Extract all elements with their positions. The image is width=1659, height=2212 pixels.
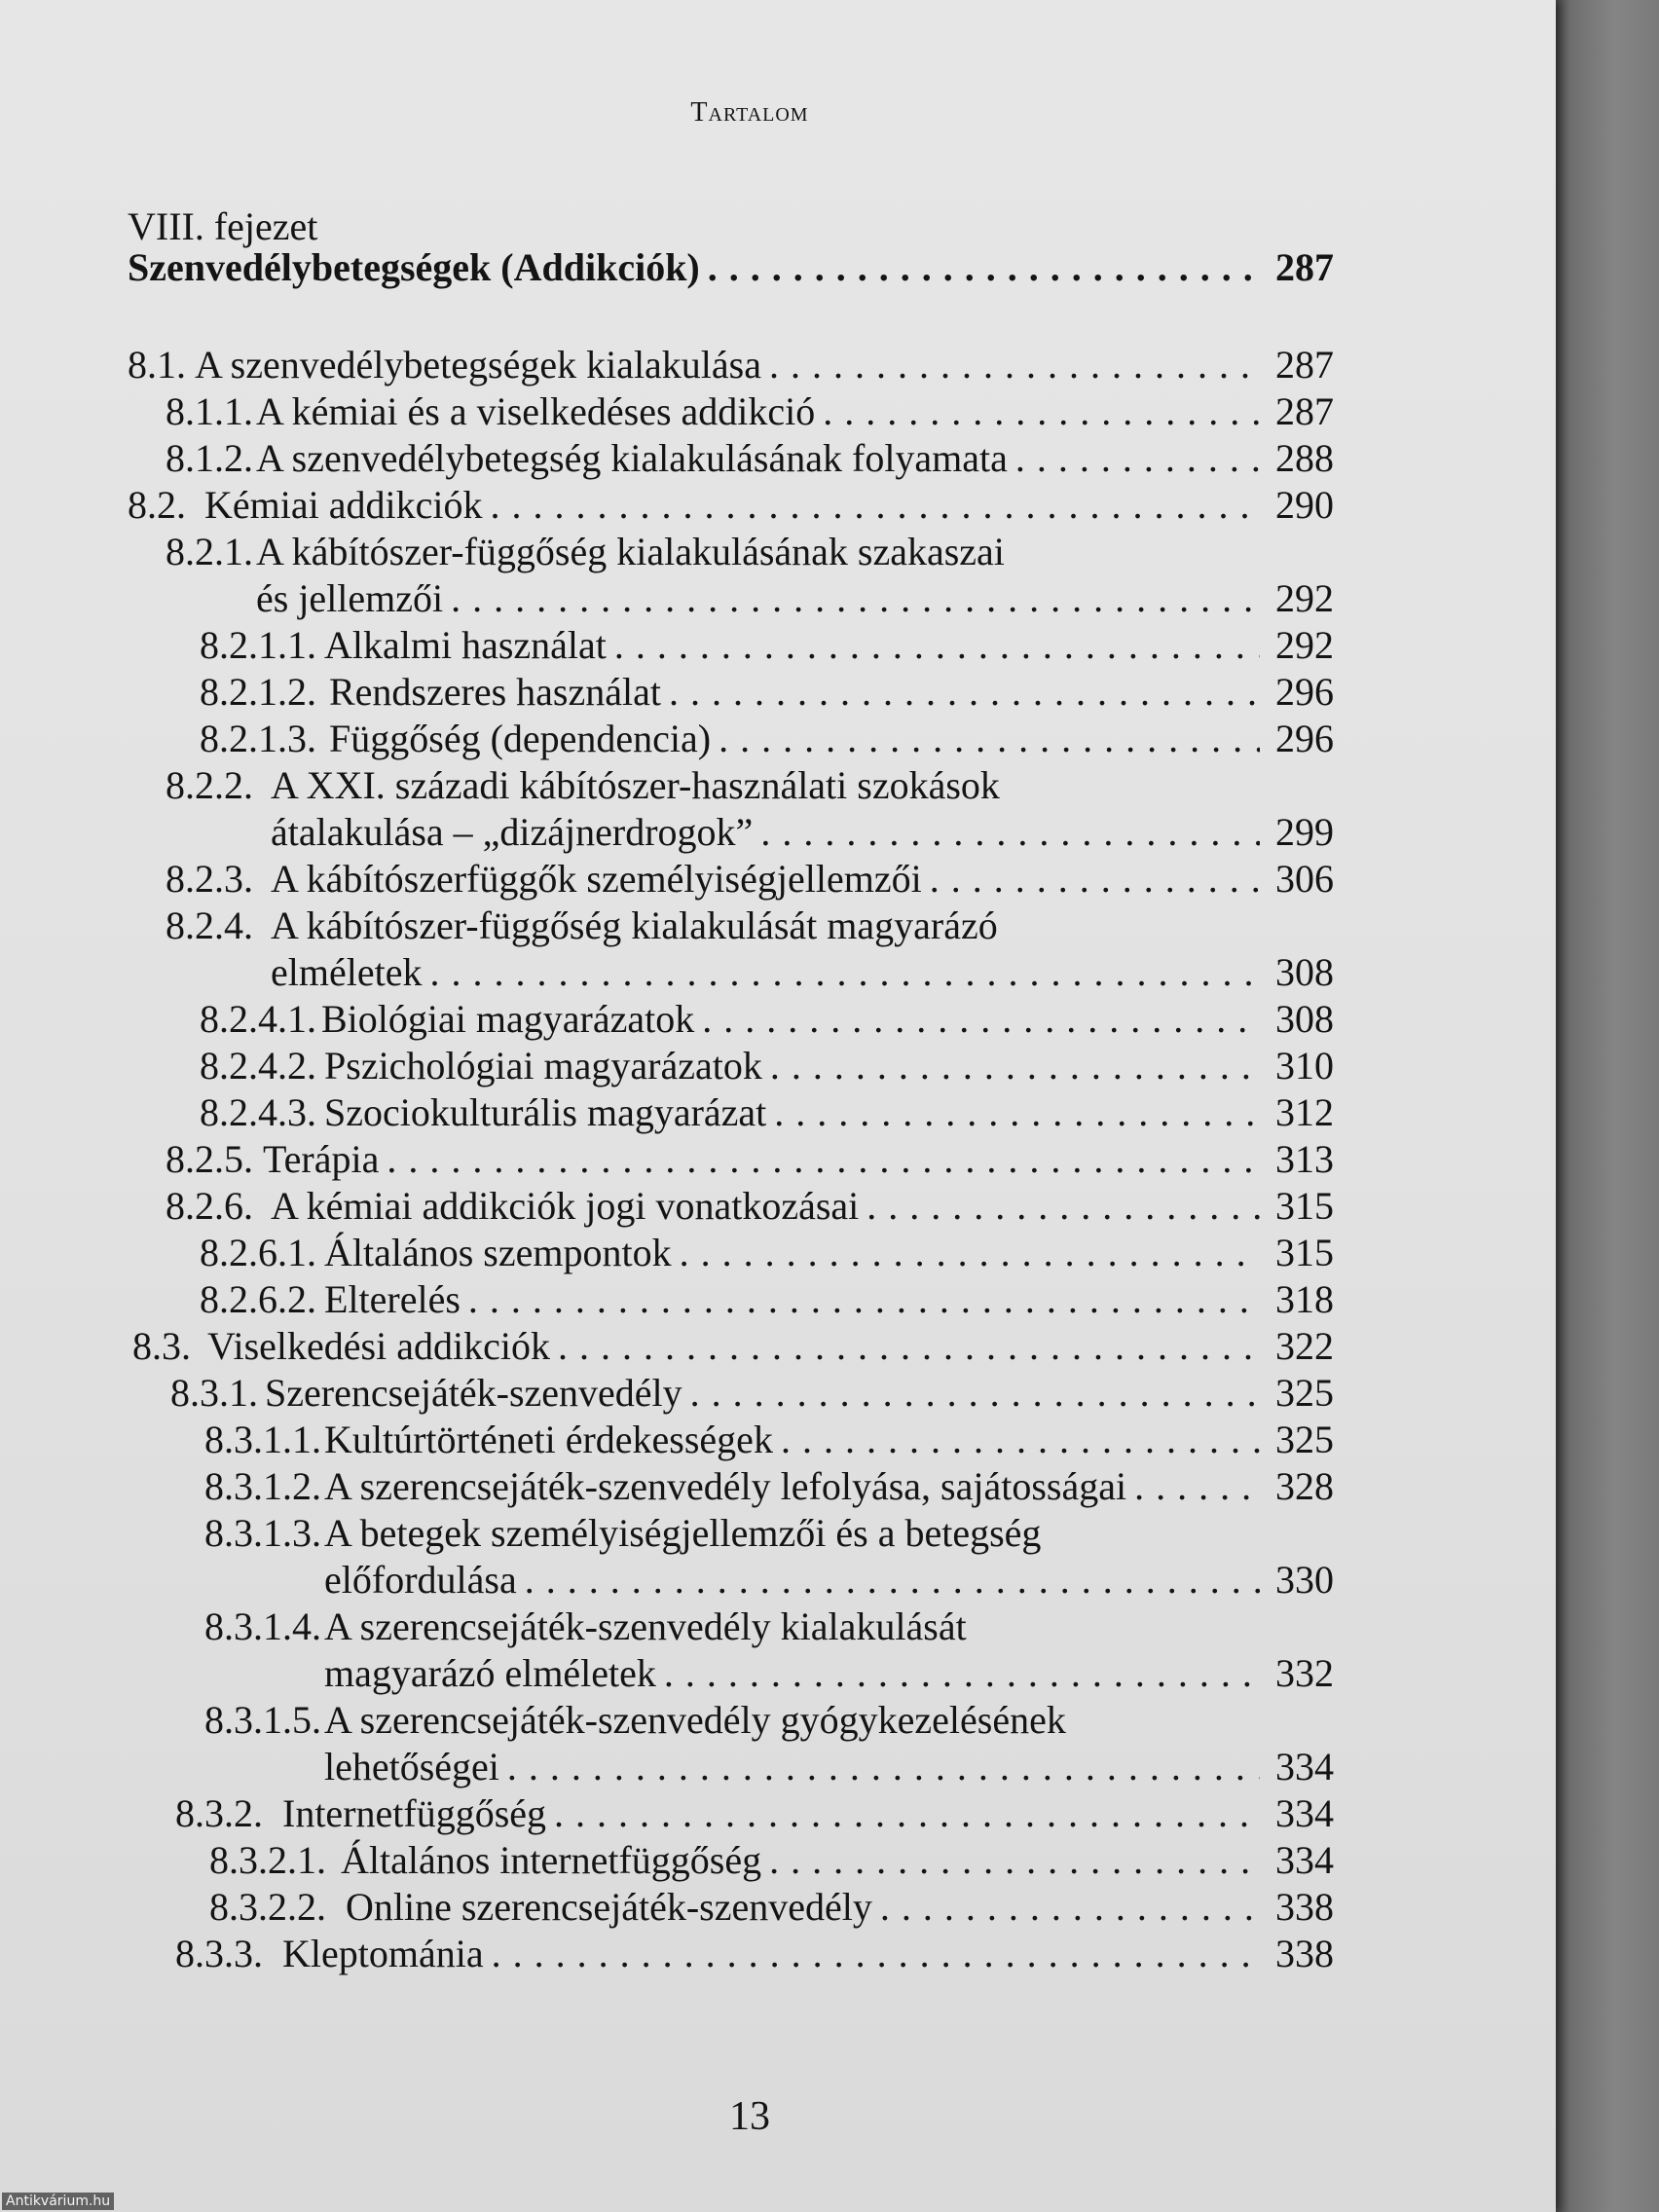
toc-entry-number: 8.2.6. xyxy=(166,1184,253,1228)
toc-entry-page-number: 313 xyxy=(1275,1137,1334,1181)
toc-entry-title: Terápia xyxy=(263,1137,380,1181)
toc-entry-title: Biológiai magyarázatok xyxy=(321,997,695,1041)
dot-leader xyxy=(614,623,1260,668)
dot-leader xyxy=(525,1558,1260,1603)
toc-entry-number: 8.1.2. xyxy=(166,436,253,480)
toc-entry-title: Viselkedési addikciók xyxy=(207,1324,550,1368)
toc-entry-number: 8.1.1. xyxy=(166,389,253,433)
toc-entry-title: Online szerencsejáték-szenvedély xyxy=(346,1885,872,1929)
dot-leader xyxy=(1134,1464,1260,1509)
toc-entry-title: Kleptománia xyxy=(282,1932,484,1975)
toc-entry xyxy=(324,1090,1334,1135)
dot-leader xyxy=(702,997,1260,1042)
dot-leader xyxy=(690,1371,1260,1416)
toc-entry-number: 8.3.1.1. xyxy=(204,1418,321,1461)
toc-entry-continuation xyxy=(271,810,1334,855)
toc-entry xyxy=(207,1324,1334,1369)
dot-leader xyxy=(719,717,1260,761)
toc-entry-continuation xyxy=(324,1745,1334,1789)
toc-entry-title: A szerencsejáték-szenvedély lefolyása, sajátosságai xyxy=(324,1464,1127,1508)
toc-entry-title-continuation: előfordulása xyxy=(324,1558,517,1602)
dot-leader xyxy=(769,343,1260,387)
toc-entry-page-number: 308 xyxy=(1275,950,1334,994)
toc-entry-title: Kultúrtörténeti érdekességek xyxy=(324,1418,773,1461)
dot-leader xyxy=(774,1090,1260,1135)
toc-entry-number: 8.2.1. xyxy=(166,530,253,573)
toc-entry-title-continuation: lehetőségei xyxy=(324,1745,499,1788)
toc-entry-number: 8.3.2.2. xyxy=(209,1885,326,1929)
toc-entry-page-number: 325 xyxy=(1275,1418,1334,1461)
toc-entry xyxy=(263,1137,1334,1182)
toc-entry-page-number: 338 xyxy=(1275,1885,1334,1929)
toc-entry-title: Pszichológiai magyarázatok xyxy=(324,1044,762,1088)
toc-entry-title: A kémiai és a viselkedéses addikció xyxy=(256,389,816,433)
toc-entry-title: A szenvedélybetegség kialakulásának folyamata xyxy=(256,436,1008,480)
toc-entry-title: Rendszeres használat xyxy=(329,670,661,714)
toc-entry-title: Általános szempontok xyxy=(324,1231,672,1274)
dot-leader xyxy=(781,1418,1260,1462)
toc-entry xyxy=(204,483,1334,528)
dot-leader xyxy=(669,670,1260,715)
dot-leader xyxy=(664,1651,1260,1696)
running-head: Tartalom xyxy=(690,97,809,128)
toc-entry-title: A kábítószer-függőség kialakulását magyarázó xyxy=(271,903,998,947)
toc-entry-number: 8.2.3. xyxy=(166,857,253,901)
toc-entry-number: 8.2.5. xyxy=(166,1137,253,1181)
toc-entry xyxy=(321,997,1334,1042)
toc-entry xyxy=(324,1418,1334,1462)
dot-leader xyxy=(930,857,1260,902)
toc-entry-title: A betegek személyiségjellemzői és a betegség xyxy=(324,1511,1042,1555)
toc-entry xyxy=(324,623,1334,668)
toc-entry-title: Internetfüggőség xyxy=(282,1791,547,1835)
dot-leader xyxy=(769,1838,1260,1883)
toc-entry-title: Alkalmi használat xyxy=(324,623,607,667)
toc-entry-page-number: 287 xyxy=(1275,389,1334,433)
toc-entry-number: 8.2.4.1. xyxy=(200,997,316,1041)
dot-leader xyxy=(507,1745,1260,1789)
toc-entry-title: A kábítószerfüggők személyiségjellemzői xyxy=(271,857,922,901)
toc-entry-continuation xyxy=(271,950,1334,995)
toc-entry-number: 8.3.1.5. xyxy=(204,1698,321,1742)
toc-entry-page-number: 290 xyxy=(1275,483,1334,527)
toc-entry-number: 8.1. xyxy=(128,343,186,387)
toc-entry-number: 8.2. xyxy=(128,483,186,527)
toc-entry-number: 8.2.6.2. xyxy=(200,1277,316,1321)
toc-entry-title: A szerencsejáték-szenvedély kialakulását xyxy=(324,1604,967,1648)
dot-leader xyxy=(866,1184,1260,1229)
chapter-title: Szenvedélybetegségek (Addikciók) xyxy=(128,245,700,289)
toc-entry xyxy=(265,1371,1334,1416)
dot-leader xyxy=(554,1791,1260,1836)
toc-entry xyxy=(282,1791,1334,1836)
toc-entry-title: A XXI. századi kábítószer-használati szokások xyxy=(271,763,1000,807)
toc-entry-continuation xyxy=(256,576,1334,621)
toc-entry-page-number: 296 xyxy=(1275,670,1334,714)
toc-entry-number: 8.3.3. xyxy=(175,1932,263,1975)
toc-entry xyxy=(271,1184,1334,1229)
dot-leader xyxy=(770,1044,1260,1088)
toc-entry xyxy=(329,670,1334,715)
dot-leader xyxy=(492,1932,1260,1976)
toc-entry-page-number: 292 xyxy=(1275,576,1334,620)
toc-entry-title: Általános internetfüggőség xyxy=(341,1838,762,1882)
toc-entry-title: Kémiai addikciók xyxy=(204,483,483,527)
toc-entry-number: 8.3.1.2. xyxy=(204,1464,321,1508)
toc-entry xyxy=(324,1231,1334,1275)
background-surface xyxy=(1548,0,1659,2212)
toc-entry-title: Elterelés xyxy=(324,1277,461,1321)
dot-leader xyxy=(1015,436,1260,481)
toc-entry-page-number: 287 xyxy=(1275,343,1334,387)
toc-entry-title: A szerencsejáték-szenvedély gyógykezelésének xyxy=(324,1698,1066,1742)
toc-entry xyxy=(324,1044,1334,1088)
dot-leader xyxy=(387,1137,1260,1182)
watermark: Antikvárium.hu xyxy=(2,2193,114,2210)
dot-leader xyxy=(451,576,1260,621)
toc-entry-number: 8.3.2.1. xyxy=(209,1838,326,1882)
toc-entry-page-number: 338 xyxy=(1275,1932,1334,1975)
toc-entry-page-number: 310 xyxy=(1275,1044,1334,1088)
toc-entry-number: 8.2.1.1. xyxy=(200,623,316,667)
toc-entry-page-number: 334 xyxy=(1275,1745,1334,1788)
toc-entry-title: A szenvedélybetegségek kialakulása xyxy=(195,343,761,387)
chapter-page-number: 287 xyxy=(1275,245,1334,289)
toc-entry-title: Szociokulturális magyarázat xyxy=(324,1090,767,1134)
toc-entry-number: 8.2.4.2. xyxy=(200,1044,316,1088)
toc-entry-page-number: 334 xyxy=(1275,1791,1334,1835)
toc-entry xyxy=(324,1277,1334,1322)
dot-leader xyxy=(880,1885,1260,1930)
dot-leader xyxy=(429,950,1260,995)
dot-leader xyxy=(760,810,1260,855)
toc-entry-title: Függőség (dependencia) xyxy=(329,717,712,760)
toc-entry-page-number: 296 xyxy=(1275,717,1334,760)
toc-entry-page-number: 328 xyxy=(1275,1464,1334,1508)
toc-entry xyxy=(341,1838,1334,1883)
toc-entry-number: 8.2.2. xyxy=(166,763,253,807)
toc-entry-page-number: 292 xyxy=(1275,623,1334,667)
dot-leader xyxy=(558,1324,1260,1369)
toc-entry xyxy=(282,1932,1334,1976)
toc-entry-page-number: 312 xyxy=(1275,1090,1334,1134)
toc-entry-page-number: 325 xyxy=(1275,1371,1334,1415)
dot-leader xyxy=(680,1231,1260,1275)
toc-entry-page-number: 306 xyxy=(1275,857,1334,901)
toc-entry-title: A kémiai addikciók jogi vonatkozásai xyxy=(271,1184,860,1228)
toc-entry-number: 8.3.1.3. xyxy=(204,1511,321,1555)
toc-entry-page-number: 308 xyxy=(1275,997,1334,1041)
dot-leader xyxy=(490,483,1260,528)
toc-entry-page-number: 330 xyxy=(1275,1558,1334,1602)
chapter-label: VIII. fejezet xyxy=(128,204,318,248)
toc-entry-continuation xyxy=(324,1558,1334,1603)
toc-entry-title-continuation: és jellemzői xyxy=(256,576,444,620)
toc-entry-title-continuation: magyarázó elméletek xyxy=(324,1651,656,1695)
toc-entry-page-number: 288 xyxy=(1275,436,1334,480)
toc-entry-continuation xyxy=(324,1651,1334,1696)
toc-entry-page-number: 299 xyxy=(1275,810,1334,854)
toc-entry-number: 8.2.6.1. xyxy=(200,1231,316,1274)
toc-entry-number: 8.3.2. xyxy=(175,1791,263,1835)
dot-leader xyxy=(708,245,1260,290)
chapter-title-row xyxy=(128,245,1334,290)
toc-entry-number: 8.2.1.3. xyxy=(200,717,316,760)
toc-entry-number: 8.3.1. xyxy=(170,1371,258,1415)
toc-entry-number: 8.2.4.3. xyxy=(200,1090,316,1134)
toc-entry-page-number: 332 xyxy=(1275,1651,1334,1695)
toc-entry-title-continuation: elméletek xyxy=(271,950,423,994)
toc-entry-page-number: 334 xyxy=(1275,1838,1334,1882)
toc-entry xyxy=(346,1885,1334,1930)
toc-entry-number: 8.3.1.4. xyxy=(204,1604,321,1648)
toc-entry-title-continuation: átalakulása – „dizájnerdrogok” xyxy=(271,810,754,854)
toc-entry xyxy=(324,1464,1334,1509)
page-number-footer: 13 xyxy=(729,2094,770,2139)
toc-entry xyxy=(256,389,1334,434)
dot-leader xyxy=(468,1277,1260,1322)
toc-entry xyxy=(195,343,1334,387)
toc-entry-page-number: 315 xyxy=(1275,1231,1334,1274)
toc-entry-page-number: 322 xyxy=(1275,1324,1334,1368)
toc-entry xyxy=(271,857,1334,902)
dot-leader xyxy=(823,389,1260,434)
toc-entry-number: 8.2.4. xyxy=(166,903,253,947)
toc-entry-title: Szerencsejáték-szenvedély xyxy=(265,1371,682,1415)
toc-entry-number: 8.2.1.2. xyxy=(200,670,316,714)
toc-entry-title: A kábítószer-függőség kialakulásának szakaszai xyxy=(256,530,1005,573)
toc-entry-page-number: 315 xyxy=(1275,1184,1334,1228)
toc-entry xyxy=(329,717,1334,761)
toc-entry-number: 8.3. xyxy=(132,1324,191,1368)
toc-entry xyxy=(256,436,1334,481)
toc-entry-page-number: 318 xyxy=(1275,1277,1334,1321)
